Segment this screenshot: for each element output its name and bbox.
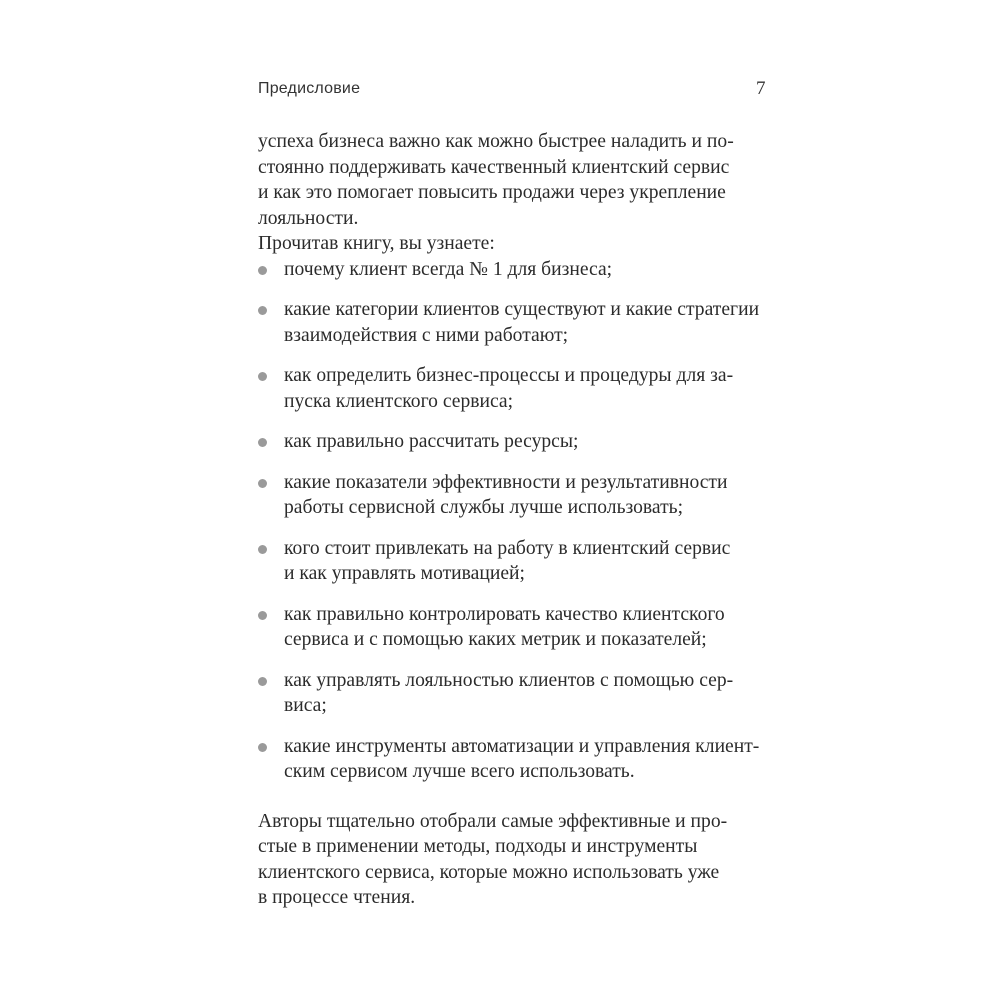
bullet-text-line: как управлять лояльностью клиентов с помощью сер- — [284, 669, 734, 691]
bullet-text-line: какие категории клиентов существуют и какие стратегии — [284, 299, 760, 320]
text-line: в процессе чтения. — [258, 887, 416, 908]
bullet-item — [258, 257, 758, 283]
bullet-dot-icon — [258, 611, 267, 620]
text-line: клиентского сервиса, которые можно использовать уже — [258, 861, 720, 883]
bullet-text-line: сервиса и с помощью каких метрик и показателей; — [284, 629, 707, 650]
bullet-text-line: как определить бизнес-процессы и процедуры для за- — [284, 365, 734, 386]
page-body — [258, 129, 758, 911]
bullet-text-line: виса; — [284, 695, 327, 716]
bullet-item — [258, 668, 758, 719]
running-head: Предисловие — [258, 80, 361, 97]
text-line: и как это помогает повысить продажи через укрепление — [258, 182, 726, 203]
bullet-dot-icon — [258, 266, 267, 275]
closing-paragraph — [258, 809, 758, 911]
bullet-item — [258, 297, 758, 348]
lead-paragraph — [258, 231, 758, 257]
page-number: 7 — [756, 78, 766, 99]
bullet-item — [258, 536, 758, 587]
bullet-dot-icon — [258, 306, 267, 315]
bullet-item — [258, 602, 758, 653]
bullet-dot-icon — [258, 438, 267, 447]
bullet-text-line: какие показатели эффективности и результативности — [284, 471, 728, 493]
bullet-dot-icon — [258, 479, 267, 488]
text-line: успеха бизнеса важно как можно быстрее наладить и по- — [258, 131, 734, 152]
intro-paragraph — [258, 129, 758, 231]
text-line: лояльности. — [258, 207, 359, 229]
bullet-text-line: почему клиент всегда № 1 для бизнеса; — [284, 258, 613, 280]
bullet-item — [258, 429, 758, 455]
bullet-text-line: и как управлять мотивацией; — [284, 563, 525, 584]
bullet-text-line: кого стоит привлекать на работу в клиентский сервис — [284, 537, 731, 559]
bullet-list — [258, 257, 758, 785]
bullet-dot-icon — [258, 545, 267, 554]
bullet-item — [258, 734, 758, 785]
text-line: Авторы тщательно отобрали самые эффективные и про- — [258, 810, 728, 832]
bullet-text-line: какие инструменты автоматизации и управления клиент- — [284, 735, 760, 757]
bullet-text-line: как правильно рассчитать ресурсы; — [284, 431, 579, 452]
text-line: стые в применении методы, подходы и инструменты — [258, 836, 698, 857]
bullet-text-line: работы сервисной службы лучше использовать; — [284, 497, 684, 518]
bullet-dot-icon — [258, 743, 267, 752]
bullet-item — [258, 363, 758, 414]
bullet-dot-icon — [258, 372, 267, 381]
bullet-dot-icon — [258, 677, 267, 686]
bullet-text-line: пуска клиентского сервиса; — [284, 390, 514, 412]
text-line: стоянно поддерживать качественный клиентский сервис — [258, 156, 730, 178]
bullet-text-line: ским сервисом лучше всего использовать. — [284, 761, 635, 782]
bullet-item — [258, 470, 758, 521]
bullet-text-line: взаимодействия с ними работают; — [284, 324, 569, 346]
text-line: Прочитав книгу, вы узнаете: — [258, 233, 495, 254]
bullet-text-line: как правильно контролировать качество клиентского — [284, 603, 725, 625]
